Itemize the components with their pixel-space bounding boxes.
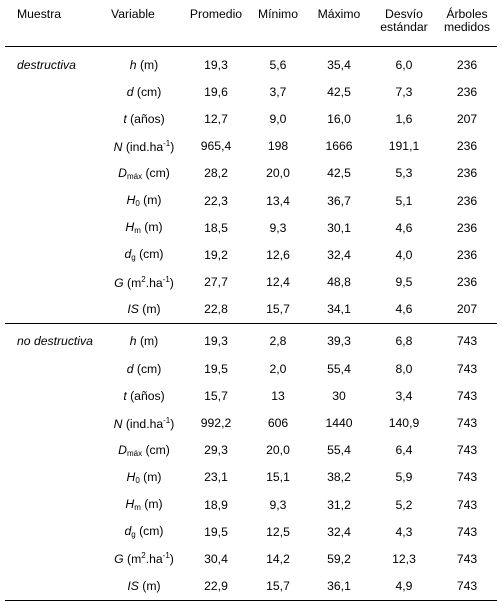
variable-symbol: G [114, 552, 124, 567]
table-row [5, 382, 497, 409]
cell-muestra [5, 187, 105, 214]
cell-minimo: 198 [267, 139, 289, 154]
table-row [5, 409, 497, 436]
cell-variable [105, 545, 183, 572]
cell-minimo: 12,4 [266, 275, 290, 290]
cell-promedio: 22,3 [204, 193, 228, 208]
cell-minimo: 606 [267, 416, 289, 431]
cell-muestra: destructiva [17, 57, 76, 72]
cell-desvio: 4,9 [371, 573, 437, 601]
variable-subscript: g [131, 253, 136, 263]
cell-promedio: 27,7 [204, 275, 228, 290]
cell-variable [105, 241, 183, 268]
table-row [5, 214, 497, 241]
cell-arboles: 743 [456, 416, 478, 431]
table-row [5, 355, 497, 382]
statistics-table [5, 6, 497, 601]
variable-unit: (m) [140, 497, 163, 512]
cell-minimo: 2,8 [269, 334, 287, 349]
cell-maximo: 48,8 [327, 275, 351, 290]
cell-minimo: 9,0 [269, 111, 287, 126]
cell-promedio: 29,3 [204, 443, 228, 458]
variable-unit: (cm) [142, 442, 170, 457]
variable-unit: (ind.ha [122, 416, 164, 431]
variable-symbol: t [123, 388, 127, 403]
variable-symbol: IS [127, 579, 139, 594]
variable-symbol: H [126, 193, 136, 208]
variable-unit: (m) [139, 193, 162, 208]
cell-desvio: 4,0 [395, 247, 413, 262]
cell-variable [105, 518, 183, 545]
cell-maximo: 36,7 [327, 193, 351, 208]
cell-desvio: 140,9 [388, 416, 420, 431]
cell-minimo: 9,3 [269, 220, 287, 235]
variable-superscript: 2 [141, 551, 146, 561]
cell-minimo: 13 [271, 388, 285, 403]
cell-desvio: 4,6 [371, 296, 437, 324]
table-row [5, 323, 497, 355]
header-arboles-line2: medidos [443, 20, 491, 34]
variable-superscript: 2 [141, 274, 146, 284]
cell-muestra [5, 518, 105, 545]
table-row [5, 160, 497, 187]
cell-arboles: 236 [456, 139, 478, 154]
cell-variable [105, 464, 183, 491]
cell-promedio: 992,2 [200, 416, 232, 431]
variable-unit: (m [123, 275, 142, 290]
cell-minimo: 12,5 [266, 524, 290, 539]
variable-symbol: G [114, 275, 124, 290]
cell-maximo: 30,1 [327, 220, 351, 235]
cell-variable [105, 214, 183, 241]
cell-muestra [5, 296, 105, 324]
cell-arboles: 236 [456, 247, 478, 262]
variable-superscript: -1 [163, 415, 171, 425]
table-row [5, 133, 497, 160]
variable-symbol: d [124, 524, 132, 539]
cell-variable [105, 437, 183, 464]
table-row [5, 47, 497, 79]
cell-minimo: 15,1 [266, 470, 290, 485]
variable-superscript-2: -1 [162, 551, 170, 561]
variable-unit: (años) [126, 111, 165, 126]
variable-symbol: H [125, 220, 135, 235]
cell-minimo: 2,0 [269, 361, 287, 376]
variable-unit: (cm) [133, 84, 162, 99]
cell-maximo: 34,1 [307, 296, 371, 324]
variable-symbol: N [113, 139, 123, 154]
cell-desvio: 191,1 [388, 139, 420, 154]
variable-symbol: d [124, 247, 132, 262]
cell-muestra [5, 355, 105, 382]
cell-maximo: 32,4 [327, 247, 351, 262]
table-row [5, 187, 497, 214]
cell-variable [105, 573, 183, 601]
cell-variable [105, 382, 183, 409]
table-body [5, 47, 497, 601]
variable-unit: (años) [126, 388, 165, 403]
cell-maximo: 42,5 [327, 166, 351, 181]
cell-arboles: 207 [437, 296, 497, 324]
header-row [5, 6, 497, 47]
cell-variable [105, 323, 183, 355]
cell-desvio: 4,6 [395, 220, 413, 235]
variable-subscript: máx [126, 171, 143, 181]
cell-maximo: 55,4 [327, 361, 351, 376]
variable-symbol: D [118, 442, 127, 457]
variable-symbol: N [113, 416, 123, 431]
cell-muestra: no destructiva [17, 334, 93, 349]
cell-promedio: 23,1 [204, 470, 228, 485]
variable-superscript-2: -1 [162, 274, 170, 284]
variable-unit: (ind.ha [122, 139, 164, 154]
variable-symbol: h [129, 334, 137, 349]
cell-muestra [5, 214, 105, 241]
cell-arboles: 743 [456, 551, 478, 566]
cell-maximo: 1440 [325, 416, 353, 431]
cell-desvio: 5,9 [395, 470, 413, 485]
table-row [5, 464, 497, 491]
cell-promedio: 22,9 [183, 573, 249, 601]
cell-minimo: 5,6 [269, 57, 287, 72]
variable-unit: (cm) [133, 361, 162, 376]
cell-promedio: 19,6 [204, 84, 228, 99]
cell-desvio: 5,3 [395, 166, 413, 181]
cell-arboles: 743 [456, 388, 478, 403]
table-row [5, 573, 497, 601]
cell-variable [105, 296, 183, 324]
header-muestra: Muestra [5, 6, 105, 47]
cell-promedio: 19,3 [204, 57, 228, 72]
table-row [5, 105, 497, 132]
cell-minimo: 3,7 [269, 84, 287, 99]
cell-promedio: 12,7 [204, 111, 228, 126]
cell-muestra [5, 464, 105, 491]
cell-variable [105, 491, 183, 518]
cell-minimo: 9,3 [269, 497, 287, 512]
cell-desvio: 12,3 [392, 551, 416, 566]
cell-maximo: 1666 [325, 139, 353, 154]
cell-minimo: 20,0 [266, 166, 290, 181]
variable-unit-suffix: ) [170, 416, 175, 431]
cell-maximo: 31,2 [327, 497, 351, 512]
variable-unit: (cm) [142, 165, 170, 180]
variable-symbol: IS [127, 302, 139, 317]
cell-desvio: 8,0 [395, 361, 413, 376]
header-arboles [437, 6, 497, 47]
cell-muestra [5, 105, 105, 132]
variable-symbol: h [129, 57, 137, 72]
variable-symbol: D [118, 165, 127, 180]
table-row [5, 78, 497, 105]
cell-maximo: 59,2 [327, 551, 351, 566]
cell-minimo: 15,7 [249, 573, 307, 601]
cell-variable [105, 105, 183, 132]
table-header [5, 6, 497, 47]
cell-promedio: 30,4 [204, 551, 228, 566]
cell-desvio: 6,4 [395, 443, 413, 458]
cell-maximo: 36,1 [307, 573, 371, 601]
variable-subscript: máx [126, 448, 143, 458]
cell-muestra [5, 78, 105, 105]
cell-arboles: 743 [437, 573, 497, 601]
cell-arboles: 743 [456, 497, 478, 512]
cell-desvio: 7,3 [395, 84, 413, 99]
cell-maximo: 39,3 [327, 334, 351, 349]
variable-symbol: d [126, 361, 134, 376]
cell-maximo: 42,5 [327, 84, 351, 99]
cell-muestra [5, 409, 105, 436]
table-row [5, 296, 497, 324]
cell-promedio: 19,5 [204, 361, 228, 376]
cell-muestra [5, 437, 105, 464]
variable-unit: (m) [138, 302, 161, 317]
variable-unit-suffix: .ha [145, 275, 163, 290]
cell-promedio: 19,5 [204, 524, 228, 539]
cell-variable [105, 269, 183, 296]
cell-desvio: 5,2 [395, 497, 413, 512]
cell-promedio: 965,4 [200, 139, 232, 154]
variable-unit: (m) [136, 57, 159, 72]
variable-symbol: H [125, 497, 135, 512]
cell-arboles: 743 [456, 470, 478, 485]
variable-unit-tail: ) [169, 552, 174, 567]
cell-desvio: 4,3 [395, 524, 413, 539]
cell-promedio: 15,7 [204, 388, 228, 403]
header-desvio-line1: Desvío [385, 7, 423, 21]
cell-minimo: 20,0 [266, 443, 290, 458]
variable-unit-suffix: ) [170, 139, 175, 154]
variable-symbol: d [126, 84, 134, 99]
cell-minimo: 12,6 [266, 247, 290, 262]
cell-minimo: 14,2 [266, 551, 290, 566]
cell-variable [105, 133, 183, 160]
cell-variable [105, 187, 183, 214]
cell-arboles: 743 [456, 334, 478, 349]
cell-arboles: 236 [456, 275, 478, 290]
cell-desvio: 1,6 [395, 111, 413, 126]
cell-maximo: 16,0 [327, 111, 351, 126]
cell-muestra [5, 133, 105, 160]
variable-subscript: g [131, 530, 136, 540]
cell-muestra [5, 269, 105, 296]
cell-variable [105, 47, 183, 79]
table-row [5, 545, 497, 572]
header-maximo: Máximo [307, 6, 371, 47]
cell-promedio: 22,8 [183, 296, 249, 324]
variable-subscript: m [134, 503, 141, 513]
cell-promedio: 18,5 [204, 220, 228, 235]
cell-maximo: 30 [332, 388, 346, 403]
cell-arboles: 743 [456, 443, 478, 458]
cell-arboles: 236 [456, 84, 478, 99]
cell-arboles: 236 [456, 57, 478, 72]
cell-maximo: 38,2 [327, 470, 351, 485]
variable-subscript: m [134, 226, 141, 236]
header-minimo: Mínimo [249, 6, 307, 47]
cell-arboles: 743 [456, 524, 478, 539]
cell-arboles: 743 [456, 361, 478, 376]
cell-variable [105, 78, 183, 105]
cell-muestra [5, 382, 105, 409]
cell-arboles: 207 [456, 111, 478, 126]
header-arboles-line1: Árboles [446, 7, 488, 21]
cell-promedio: 19,3 [204, 334, 228, 349]
table-row [5, 269, 497, 296]
cell-variable [105, 355, 183, 382]
variable-subscript: 0 [135, 475, 140, 485]
variable-subscript: 0 [135, 199, 140, 209]
variable-superscript: -1 [163, 138, 171, 148]
table-row [5, 518, 497, 545]
cell-maximo: 35,4 [327, 57, 351, 72]
table-row [5, 491, 497, 518]
variable-unit-suffix: .ha [145, 552, 163, 567]
table-row [5, 241, 497, 268]
cell-desvio: 5,1 [395, 193, 413, 208]
cell-variable [105, 160, 183, 187]
variable-unit-tail: ) [169, 275, 174, 290]
header-promedio: Promedio [183, 6, 249, 47]
variable-unit: (m [123, 552, 142, 567]
header-variable: Variable [105, 6, 183, 47]
cell-muestra [5, 545, 105, 572]
cell-desvio: 9,5 [395, 275, 413, 290]
cell-promedio: 19,2 [204, 247, 228, 262]
table-row [5, 437, 497, 464]
cell-minimo: 15,7 [249, 296, 307, 324]
cell-arboles: 236 [456, 166, 478, 181]
variable-unit: (m) [140, 220, 163, 235]
variable-unit: (m) [138, 579, 161, 594]
cell-promedio: 18,9 [204, 497, 228, 512]
header-desvio [371, 6, 437, 47]
cell-arboles: 236 [456, 193, 478, 208]
cell-minimo: 13,4 [266, 193, 290, 208]
cell-variable [105, 409, 183, 436]
variable-symbol: t [123, 111, 127, 126]
variable-unit: (m) [136, 334, 159, 349]
variable-unit: (cm) [135, 247, 164, 262]
cell-muestra [5, 160, 105, 187]
cell-muestra [5, 241, 105, 268]
header-desvio-line2: estándar [380, 20, 428, 34]
cell-desvio: 6,8 [395, 334, 413, 349]
cell-desvio: 3,4 [395, 388, 413, 403]
cell-arboles: 236 [456, 220, 478, 235]
variable-unit: (cm) [135, 524, 164, 539]
cell-muestra [5, 491, 105, 518]
cell-maximo: 55,4 [327, 443, 351, 458]
cell-muestra [5, 573, 105, 601]
cell-desvio: 6,0 [395, 57, 413, 72]
cell-promedio: 28,2 [204, 166, 228, 181]
variable-symbol: H [126, 469, 136, 484]
cell-maximo: 32,4 [327, 524, 351, 539]
variable-unit: (m) [139, 469, 162, 484]
